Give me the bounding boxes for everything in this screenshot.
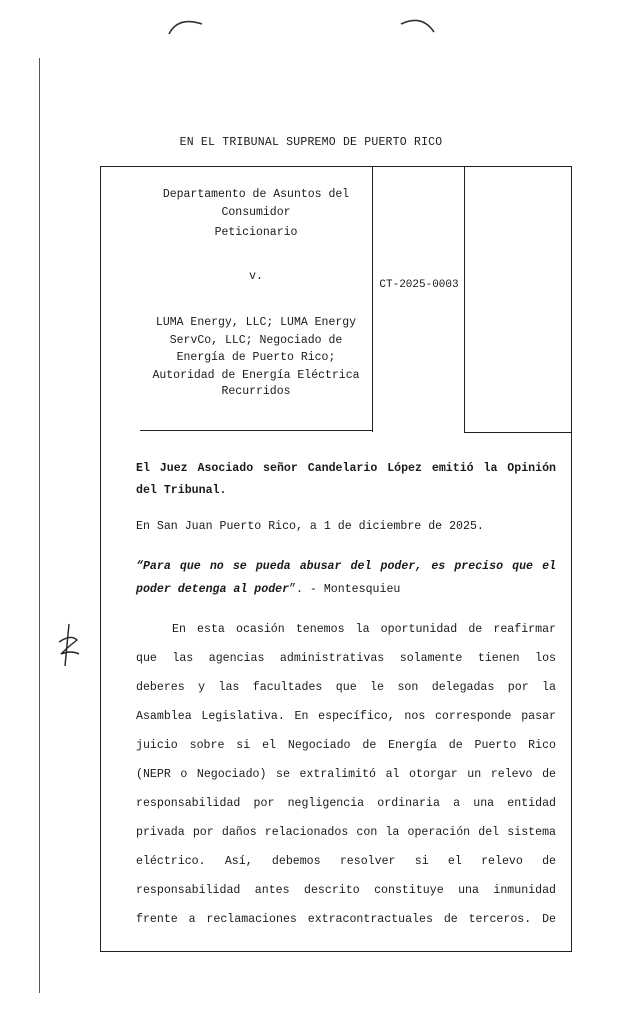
caption-blank-rule (464, 432, 572, 433)
respondent-names (140, 314, 372, 384)
paragraph-line: En esta ocasión tenemos la oportunidad de reafirmar (172, 623, 556, 636)
paragraph-line: juicio sobre si el Negociado de Energía de Puerto Rico (136, 739, 556, 752)
caption-divider-right (464, 166, 465, 432)
petitioner-line: Departamento de Asuntos del (162, 188, 350, 201)
paragraph-line: responsabilidad por negligencia ordinaria a una entidad (136, 797, 556, 810)
paragraph-line: que las agencias administrativas solamente tienen los (136, 652, 556, 665)
paragraph-line: (NEPR o Negociado) se extralimitó al otorgar un relevo de (136, 768, 556, 781)
paragraph-line: deberes y las facultades que le son delegadas por la (136, 681, 556, 694)
epigraph-author: ”. - Montesquieu (289, 583, 401, 596)
case-number: CT-2025-0003 (379, 279, 459, 291)
binding-hole-mark-right (398, 14, 438, 36)
epigraph-quote-end: poder detenga al poder (136, 583, 290, 596)
petitioner-role: Peticionario (214, 226, 298, 239)
caption-party-rule (140, 430, 372, 431)
respondent-role: Recurridos (221, 385, 291, 398)
place-date: En San Juan Puerto Rico, a 1 de diciembre de 2025. (136, 520, 484, 533)
paragraph-line: responsabilidad antes descrito constituye una inmunidad (136, 884, 556, 897)
binding-hole-mark-left (166, 14, 206, 36)
respondent-line: Energía de Puerto Rico; (176, 351, 336, 364)
paragraph-line: eléctrico. Así, debemos resolver si el relevo de (136, 855, 556, 868)
versus-label: v. (249, 270, 263, 283)
respondent-line: Autoridad de Energía Eléctrica (152, 368, 360, 382)
handwritten-initial-mark (55, 620, 83, 670)
author-line: El Juez Asociado señor Candelario López emitió la Opinión (136, 462, 556, 475)
petitioner-line: Consumidor (221, 205, 291, 219)
respondent-line: LUMA Energy, LLC; LUMA Energy (155, 316, 357, 329)
opinion-paragraph (136, 615, 556, 934)
frame-top-rule (100, 166, 572, 167)
author-line: del Tribunal. (136, 484, 227, 497)
respondent-line: ServCo, LLC; Negociado de (169, 333, 343, 347)
left-margin-rule (39, 58, 40, 993)
epigraph-attribution (136, 575, 556, 604)
paragraph-line: frente a reclamaciones extracontractuales de terceros. De (136, 913, 556, 926)
petitioner-name (140, 186, 372, 221)
caption-divider-left (372, 166, 373, 432)
paragraph-line: privada por daños relacionados con la operación del sistema (136, 826, 556, 839)
court-title: EN EL TRIBUNAL SUPREMO DE PUERTO RICO (179, 136, 443, 149)
epigraph-quote: “Para que no se pueda abusar del poder, es preciso que el (136, 560, 556, 573)
paragraph-line: Asamblea Legislativa. En específico, nos corresponde pasar (136, 710, 556, 723)
